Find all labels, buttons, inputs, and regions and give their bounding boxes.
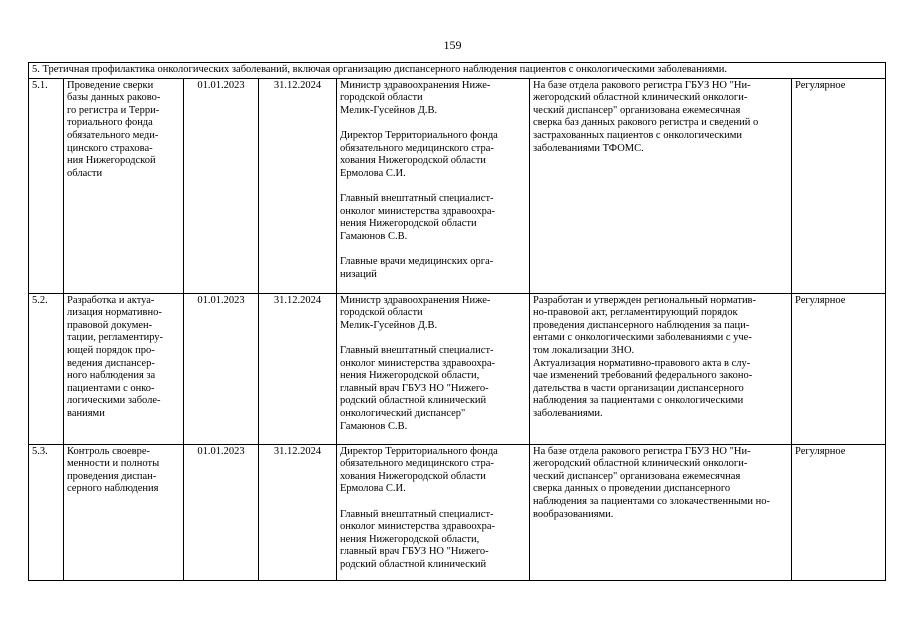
plan-table bbox=[28, 62, 886, 581]
responsible-cell bbox=[337, 444, 530, 580]
result-cell: На базе отдела ракового регистра ГБУЗ НО "Ни- жегородский областной клинический онкологи- ческий диспансер" организована ежемесячная сверка данных о проведении диспансерного наблюдения за пациентами со злокачественными но- вообразованиями. bbox=[530, 444, 792, 580]
end-date-cell: 31.12.2024 bbox=[259, 78, 337, 293]
end-date-cell: 31.12.2024 bbox=[259, 293, 337, 444]
row-number: 5.2. bbox=[29, 293, 64, 444]
table-row bbox=[29, 78, 886, 293]
table-row bbox=[29, 293, 886, 444]
frequency-cell: Регулярное bbox=[792, 293, 886, 444]
responsible-entry: Главный внештатный специалист- онколог министерства здравоохра- нения Нижегородской области, главный врач ГБУЗ НО "Нижего- родский областной клинический онкологический диспансер" Гамаюнов С.В. bbox=[340, 344, 495, 432]
result-cell: Разработан и утвержден региональный норматив- но-правовой акт, регламентирующий порядок проведения диспансерного наблюдения за паци- ентами с онкологическими заболеваниями с уче- том локализации ЗНО. Актуализация нормативно-правового акта в слу- чае изменений требований федерального законо- дательства в части организации диспансерного наблюдения за пациентами с онкологическими заболеваниями. bbox=[530, 293, 792, 444]
activity-cell: Разработка и актуа- лизация нормативно- правовой докумен- тации, регламентиру- ющей порядок про- ведения диспансер- ного наблюдения за пациентами с онко- логическими заболе- ваниями bbox=[64, 293, 184, 444]
responsible-entry: Главные врачи медицинских орга- низаций bbox=[340, 255, 494, 280]
row-number: 5.3. bbox=[29, 444, 64, 580]
activity-cell: Контроль своевре- менности и полноты проведения диспан- серного наблюдения bbox=[64, 444, 184, 580]
table-row bbox=[29, 444, 886, 580]
responsible-entry: Директор Территориального фонда обязательного медицинского стра- хования Нижегородской области Ермолова С.И. bbox=[340, 129, 498, 179]
section-title: 5. Третичная профилактика онкологических заболеваний, включая организацию диспансерного наблюдения пациентов с онкологическими заболеваниями. bbox=[29, 63, 886, 79]
responsible-entry: Главный внештатный специалист- онколог министерства здравоохра- нения Нижегородской области Гамаюнов С.В. bbox=[340, 192, 495, 242]
responsible-entry: Главный внештатный специалист- онколог министерства здравоохра- нения Нижегородской области, главный врач ГБУЗ НО "Нижего- родский областной клинический bbox=[340, 508, 495, 570]
start-date-cell: 01.01.2023 bbox=[184, 444, 259, 580]
page-number: 159 bbox=[443, 38, 462, 52]
section-header-row bbox=[29, 63, 886, 79]
result-cell: На базе отдела ракового регистра ГБУЗ НО "Ни- жегородский областной клинический онкологи- ческий диспансер" организована ежемесячная сверка баз данных ракового регистра и сведений о застрахованных пациентов с онкологическими заболеваниями ТФОМС. bbox=[530, 78, 792, 293]
start-date-cell: 01.01.2023 bbox=[184, 78, 259, 293]
responsible-cell bbox=[337, 293, 530, 444]
frequency-cell: Регулярное bbox=[792, 444, 886, 580]
row-number: 5.1. bbox=[29, 78, 64, 293]
responsible-entry: Директор Территориального фонда обязательного медицинского стра- хования Нижегородской области Ермолова С.И. bbox=[340, 445, 498, 495]
frequency-cell: Регулярное bbox=[792, 78, 886, 293]
responsible-cell bbox=[337, 78, 530, 293]
responsible-entry: Министр здравоохранения Ниже- городской области Мелик-Гусейнов Д.В. bbox=[340, 294, 491, 331]
activity-cell: Проведение сверки базы данных раково- го регистра и Терри- ториального фонда обязательного меди- цинского страхова- ния Нижегородской области bbox=[64, 78, 184, 293]
responsible-entry: Министр здравоохранения Ниже- городской области Мелик-Гусейнов Д.В. bbox=[340, 79, 491, 116]
start-date-cell: 01.01.2023 bbox=[184, 293, 259, 444]
end-date-cell: 31.12.2024 bbox=[259, 444, 337, 580]
